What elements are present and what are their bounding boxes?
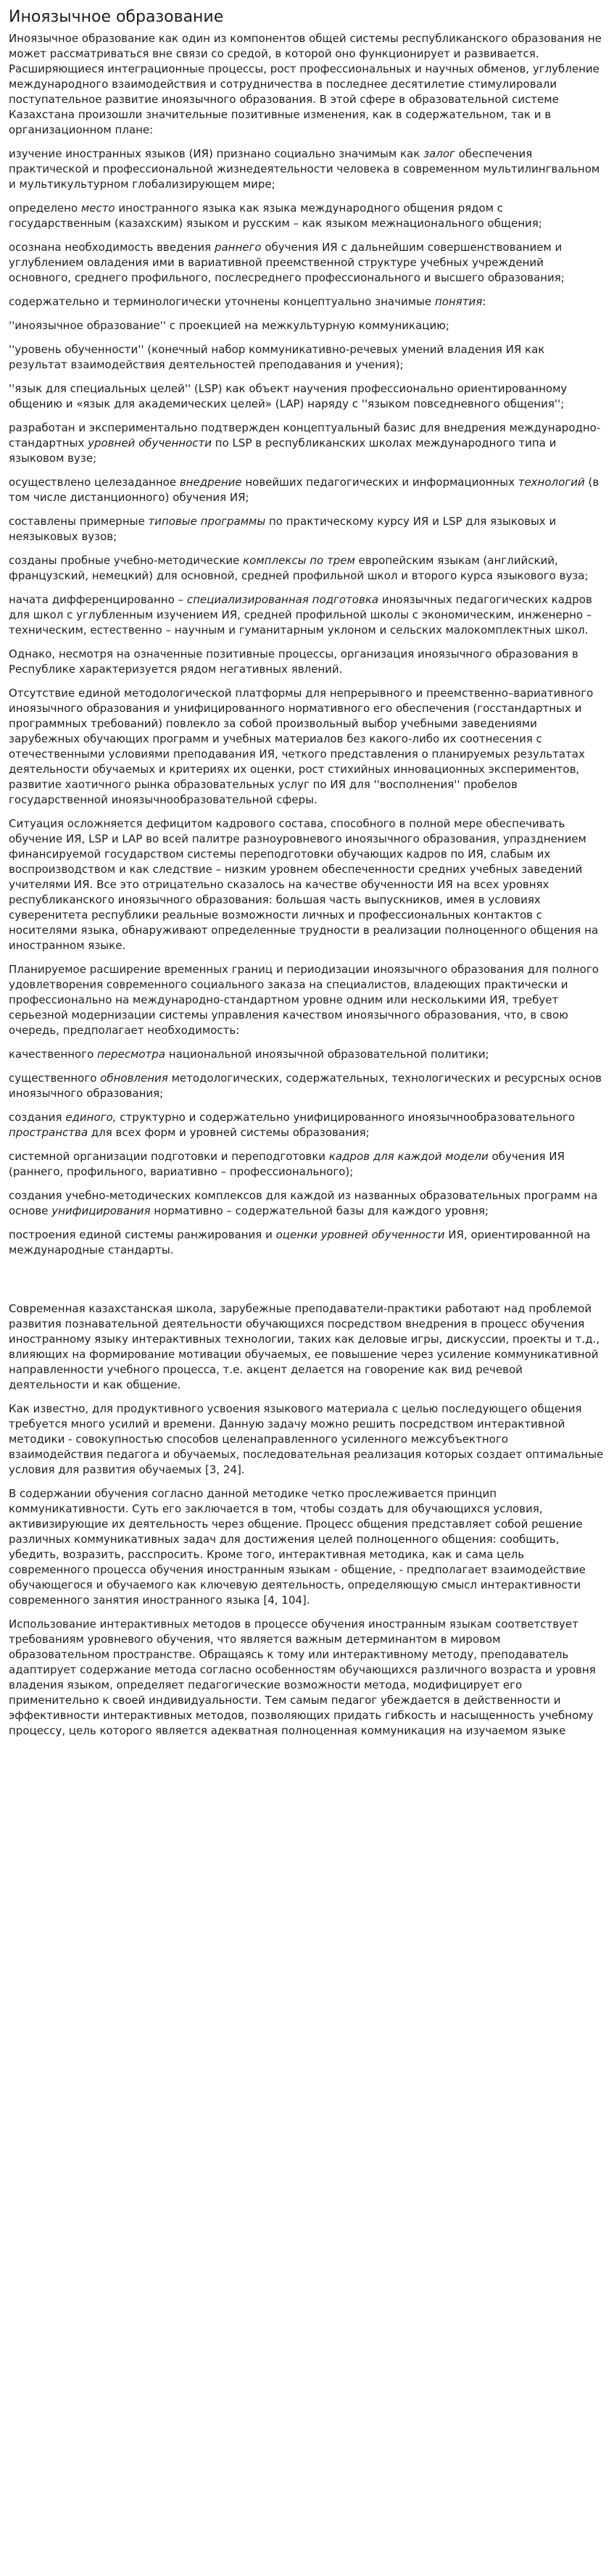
text-run: содержательно и терминологически уточнены концептуально значимые: [9, 295, 435, 308]
text-run: обеспечения практической и профессиональной жизнедеятельности человека в современном мультилингвальном и мультикультурном глобализирующем мире;: [9, 147, 600, 191]
text-run: методологических, содержательных, технологических и ресурсных основ иноязычного образования;: [9, 1072, 602, 1100]
emphasized-text: пространства: [9, 1126, 88, 1139]
paragraph: [9, 1301, 604, 1393]
text-run: осуществлено целезаданное: [9, 476, 180, 489]
emphasized-text: кадров для каждой модели: [328, 1150, 489, 1163]
text-run: ''уровень обученности'' (конечный набор коммуникативно-речевых умений владения ИЯ как результат взаимодействия деятельностей преподавания и учения);: [9, 343, 545, 371]
text-run: ''язык для специальных целей'' (LSP) как объект научения профессионально ориентированному общению и «язык для академических целей» (LAP) наряду с ''языком повседневного общения'';: [9, 382, 568, 410]
text-run: построения единой системы ранжирования и: [9, 1228, 276, 1241]
text-run: :: [482, 295, 486, 308]
paragraph: [9, 514, 604, 544]
text-run: ''иноязычное образование'' с проекцией на межкультурную коммуникацию;: [9, 319, 449, 332]
paragraph: [9, 1047, 604, 1062]
paragraph: [9, 294, 604, 310]
paragraph: [9, 381, 604, 412]
emphasized-text: технологий: [518, 476, 585, 489]
emphasized-text: специализированная подготовка: [186, 593, 379, 606]
text-run: осознана необходимость введения: [9, 241, 215, 254]
emphasized-text: место: [80, 202, 115, 215]
paragraph: [9, 1149, 604, 1180]
text-run: изучение иностранных языков (ИЯ) признано социально значимым как: [9, 147, 424, 160]
section-divider: [9, 1267, 604, 1301]
paragraph: [9, 1110, 604, 1140]
text-run: начата дифференцированно –: [9, 593, 187, 606]
emphasized-text: обновления: [100, 1072, 168, 1085]
emphasized-text: унифицирования: [51, 1204, 151, 1217]
text-run: ИЯ, ориентированной на международные стандарты.: [9, 1228, 591, 1256]
paragraph: [9, 1486, 604, 1608]
text-run: Использование интерактивных методов в процессе обучения иностранным языкам соответствует требованиям уровневого обучения, что является важным детерминантом в мировом образовательном пространстве. Обращаясь к тому или интерактивному методу, преподаватель адаптирует содержание метода согласно особенностям обучающихся различного возраста и уровня владения языком, определяет педагогические возможности метода, модифицирует его применительно к своей индивидуальности. Тем самым педагог убеждается в действенности и эффективности интерактивных методов, позволяющих придать гибкость и насыщенность учебному процессу, цель которого является адекватная полноценная коммуникация на изучаемом языке: [9, 1618, 596, 1737]
text-run: иностранного языка как языка международного общения рядом с государственным (казахским) языком и русским – как языком межнационального общения;: [9, 202, 542, 230]
text-run: созданы пробные учебно-методические: [9, 554, 244, 567]
text-run: системной организации подготовки и переподготовки: [9, 1150, 329, 1163]
paragraph: [9, 201, 604, 231]
paragraph: [9, 240, 604, 286]
text-run: Ситуация осложняется дефицитом кадрового состава, способного в полной мере обеспечивать обучение ИЯ, LSP и LAP во всей палитре разноуровневого иноязычного образования, упразднением финансируемой государством системы переподготовки обучающих кадров по ИЯ, слабым их воспроизводством и как следствие – низким уровнем обеспеченности средних учебных заведений учителями ИЯ. Все это отрицательно сказалось на качестве обученности ИЯ на всех уровнях республиканского иноязычного образования: большая часть выпускников, имея в условиях суверенитета республики реальные возможности личных и профессиональных контактов с носителями языка, обнаруживают определенные трудности в реализации полноценного общения на иностранном языке.: [9, 817, 599, 952]
emphasized-text: единого,: [65, 1111, 117, 1124]
paragraph: [9, 1617, 604, 1739]
page-title: Иноязычное образование: [9, 8, 224, 26]
text-run: создания учебно-методических комплексов для каждой из названных образовательных программ на основе: [9, 1189, 598, 1217]
text-run: нормативно – содержательной базы для каждого уровня;: [150, 1204, 489, 1217]
emphasized-text: типовые программы: [148, 515, 266, 528]
text-run: составлены примерные: [9, 515, 149, 528]
paragraph: [9, 421, 604, 466]
text-run: Современная казахстанская школа, зарубежные преподаватели-практики работают над проблемой развития познавательной деятельности обучающихся посредством внедрения в процесс обучения иностранному языку интерактивных технологии, таких как деловые игры, дискуссии, проекты и т.д., влияющих на формирование мотивации обучаемых, ее повышение через усиление коммуникативной направленности учебного процесса, т.е. акцент делается на говорение как вид речевой деятельности и как общение.: [9, 1302, 600, 1391]
paragraph: [9, 1227, 604, 1258]
text-run: иноязычных педагогических кадров для школ с углубленным изучением ИЯ, средней профильной школы с экономическим, инженерно – техническим, естественно – научным и гуманитарным уклоном и сельских малокомплектных школ.: [9, 593, 592, 637]
paragraph: [9, 962, 604, 1038]
paragraph: [9, 686, 604, 808]
text-run: Как известно, для продуктивного усвоения языкового материала с целью последующего общения требуется много усилий и времени. Данную задачу можно решить посредством интерактивной методики - совокупностью способов целенаправленного усиленного межсубъектного взаимодействия педагога и обучаемых, последовательная реализация которых создает оптимальные условия для развития обучаемых [3, 24].: [9, 1402, 604, 1476]
emphasized-text: раннего: [214, 241, 262, 254]
paragraph: [9, 1401, 604, 1478]
paragraph: [9, 553, 604, 584]
paragraph: [9, 592, 604, 638]
emphasized-text: внедрение: [179, 476, 242, 489]
paragraph: [9, 475, 604, 505]
text-run: национальной иноязычной образовательной политики;: [165, 1048, 489, 1061]
emphasized-text: понятия: [434, 295, 483, 308]
text-run: структурно и содержательно унифицированного иноязычнообразовательного: [116, 1111, 575, 1124]
paragraph: [9, 318, 604, 334]
emphasized-text: комплексы по трем: [243, 554, 355, 567]
text-run: по LSP в республиканских школах международного типа и языковом вузе;: [9, 436, 557, 465]
text-run: европейским языкам (английский, французский, немецкий) для основной, средней профильной школ и второго курса языкового вуза;: [9, 554, 589, 582]
text-run: для всех форм и уровней системы образования;: [88, 1126, 370, 1139]
text-run: качественного: [9, 1048, 98, 1061]
text-run: Планируемое расширение временных границ и периодизации иноязычного образования для полного удовлетворения современного социального заказа на специалистов, владеющих практически и профессионально на международно-стандартном уровне одним или несколькими ИЯ, требует серьезной модернизации системы управления качеством иноязычного образования, что, в свою очередь, предполагает необходимость:: [9, 963, 599, 1037]
text-run: новейших педагогических и информационных: [241, 476, 518, 489]
text-run: (в том числе дистанционного) обучения ИЯ;: [9, 476, 600, 504]
emphasized-text: уровней обученности: [88, 436, 212, 450]
paragraph: [9, 342, 604, 373]
paragraph: [9, 1188, 604, 1219]
emphasized-text: залог: [423, 147, 455, 160]
text-run: существенного: [9, 1072, 101, 1085]
paragraph: [9, 816, 604, 953]
text-run: обучения ИЯ с дальнейшим совершенствованием и углублением овладения ими в вариативной преемственной структуре учебных учреждений основного, среднего профильного, послесреднего профессионального и высшего образования;: [9, 241, 565, 284]
text-run: В содержании обучения согласно данной методике четко прослеживается принцип коммуникативности. Суть его заключается в том, чтобы создать для обучающихся условия, активизирующие их деятельность через общение. Процесс общения представляет собой решение различных коммуникативных задач для достижения целей полноценного общения: сообщить, убедить, возразить, расспросить. Кроме того, интерактивная методика, как и сама цель современного процесса обучения иностранным языкам - общение, - предполагает взаимодействие обучающегося и обучаемого как ключевую деятельность, определяющую смысл интерактивности современного занятия иностранного языка [4, 104].: [9, 1487, 586, 1607]
text-run: Отсутствие единой методологической платформы для непрерывного и преемственно–вариативного иноязычного образования и унифицированного нормативного его обеспечения (госстандартных и программных требований) повлекло за собой произвольный выбор учебными заведениями зарубежных обучающих программ и учебных материалов без какого-либо их соотнесения с отечественными условиями преподавания ИЯ, четкого представления о планируемых результатах деятельности обучаемых и критериях их оценки, рост стихийных инновационных экспериментов, развитие хаотичного рынка образовательных услуг по ИЯ для ''восполнения'' пробелов государственной иноязычнообразовательной сферы.: [9, 687, 594, 806]
text-run: определено: [9, 202, 81, 215]
text-run: по практическому курсу ИЯ и LSP для языковых и неязыковых вузов;: [9, 515, 557, 543]
paragraph: [9, 31, 604, 138]
text-run: создания: [9, 1111, 66, 1124]
paragraph: [9, 146, 604, 192]
text-run: Однако, несмотря на означенные позитивные процессы, организация иноязычного образования в Республике характеризуется рядом негативных явлений.: [9, 647, 578, 676]
emphasized-text: пересмотра: [97, 1048, 165, 1061]
paragraph: [9, 647, 604, 677]
text-run: разработан и экспериментально подтвержден концептуальный базис для внедрения международно-стандартных: [9, 421, 601, 450]
section-current-state: [9, 31, 604, 1258]
emphasized-text: оценки уровней обученности: [275, 1228, 445, 1241]
text-run: обучения ИЯ (раннего, профильного, вариативно – профессионального);: [9, 1150, 565, 1178]
text-run: Иноязычное образование как один из компонентов общей системы республиканского образования не может рассматриваться вне связи со средой, в которой оно функционирует и развивается. Расширяющиеся интеграционные процессы, рост профессиональных и научных обменов, углубление международного взаимодействия и сотрудничества в последнее десятилетие стимулировали поступательное развитие иноязычного образования. В этой сфере в образовательной системе Казахстана произошли значительные позитивные изменения, как в содержательном, так и в организационном плане:: [9, 32, 602, 136]
section-interactive-methods: [9, 1301, 604, 1739]
paragraph: [9, 1071, 604, 1101]
